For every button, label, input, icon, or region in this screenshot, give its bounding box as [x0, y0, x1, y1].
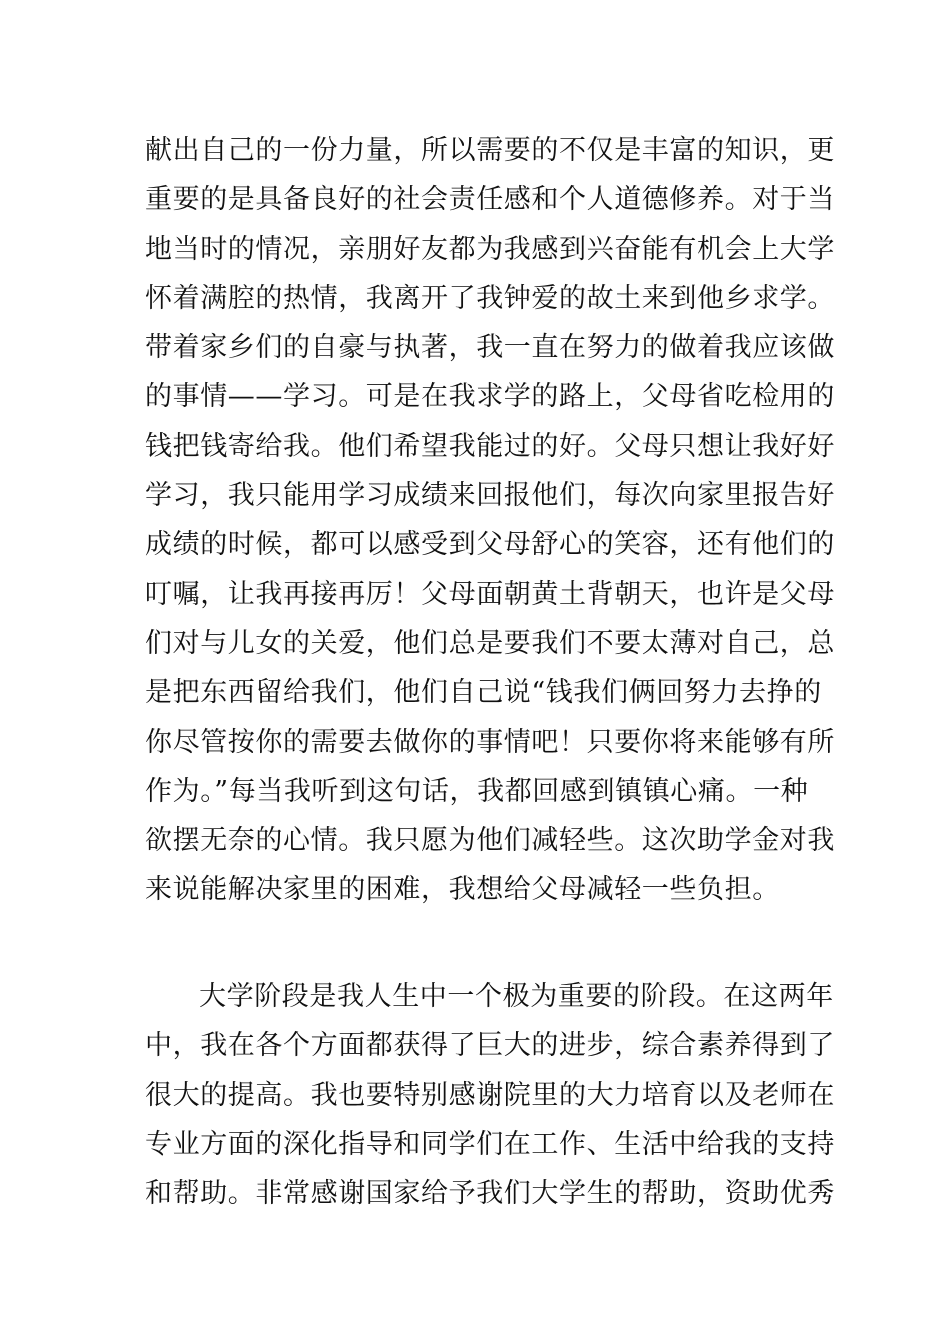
paragraph-1-line: 学习，我只能用学习成绩来回报他们，每次向家里报告好 [145, 480, 835, 512]
paragraph-2-line: 很大的提高。我也要特别感谢院里的大力培育以及老师在 [145, 1079, 835, 1111]
paragraph-2 [145, 972, 835, 1218]
paragraph-1-line: 献出自己的一份力量，所以需要的不仅是丰富的知识，更 [145, 135, 835, 166]
paragraph-1-line: 来说能解决家里的困难，我想给父母减轻一些负担。 [145, 874, 780, 906]
paragraph-2-line: 大学阶段是我人生中一个极为重要的阶段。在这两年 [199, 981, 834, 1012]
paragraph-1 [145, 126, 835, 915]
paragraph-1-line: 叮嘱，让我再接再厉！父母面朝黄土背朝天，也许是父母 [145, 578, 835, 610]
paragraph-1-line: 是把东西留给我们，他们自己说“钱我们俩回努力去挣的 [145, 677, 822, 709]
paragraph-1-line: 怀着满腔的热情，我离开了我钟爱的故土来到他乡求学。 [145, 282, 835, 314]
paragraph-2-line: 中，我在各个方面都获得了巨大的进步，综合素养得到了 [145, 1030, 835, 1062]
paragraph-1-line: 作为。”每当我听到这句话，我都回感到镇镇心痛。一种 [145, 775, 809, 807]
paragraph-1-line: 地当时的情况，亲朋好友都为我感到兴奋能有机会上大学 [145, 233, 835, 265]
paragraph-1-line: 钱把钱寄给我。他们希望我能过的好。父母只想让我好好 [145, 430, 835, 462]
paragraph-1-line: 你尽管按你的需要去做你的事情吧！只要你将来能够有所 [145, 726, 835, 758]
paragraph-1-line: 们对与儿女的关爱，他们总是要我们不要太薄对自己，总 [145, 627, 835, 659]
paragraph-2-line: 和帮助。非常感谢国家给予我们大学生的帮助，资助优秀 [145, 1178, 835, 1210]
paragraph-2-line: 专业方面的深化指导和同学们在工作、生活中给我的支持 [145, 1128, 835, 1160]
paragraph-1-line: 带着家乡们的自豪与执著，我一直在努力的做着我应该做 [145, 332, 835, 364]
paragraph-1-line: 欲摆无奈的心情。我只愿为他们减轻些。这次助学金对我 [145, 825, 835, 857]
paragraph-1-line: 重要的是具备良好的社会责任感和个人道德修养。对于当 [145, 184, 835, 216]
paragraph-1-line: 的事情——学习。可是在我求学的路上，父母省吃检用的 [145, 381, 835, 413]
paragraph-1-line: 成绩的时候，都可以感受到父母舒心的笑容，还有他们的 [145, 529, 835, 561]
